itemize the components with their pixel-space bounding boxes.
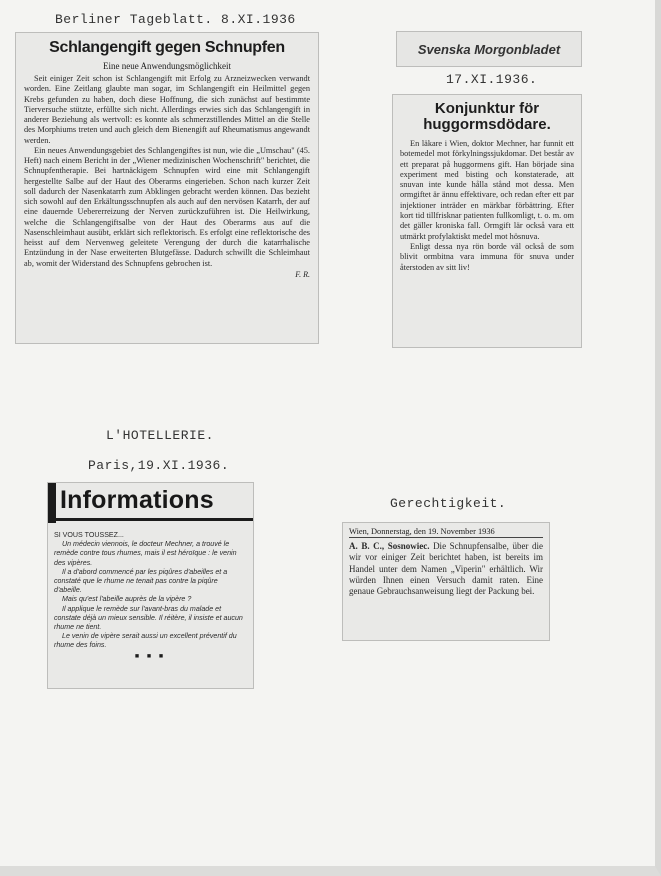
clipping-berliner-tageblatt [16, 33, 318, 343]
clip2-paragraph: En läkare i Wien, doktor Mechner, har funnit ett botemedel mot förkylningssjukdomar. Det består av ett preparat på huggormens gift. Han började sina experiment med bisting och konstaterade, att snuvan inte kunde hålla stånd mot dessa. Men ormgiftet är ännu effektivare, och redan efter ett par injektioner inträder en märkbar förbättring. Efter kort tid tillfrisknar patienten fullkomligt, t. o. m. om det gäller kroniska fall. Ormgift lär också vara ett utmärkt profylaktiskt medel mot hösnuva. [400, 139, 574, 241]
clip1-paragraph: Ein neues Anwendungsgebiet des Schlangengiftes ist nun, wie die „Umschau" (45. Heft) nach einem Bericht in der „Wiener medizinischen Wochenschrift" berichtet, die Schnupfentherapie. Bei hartnäckigem Schnupfen wird eine mit Schlangengift hergestellte Salbe auf der Haut des Oberarms eingerieben. Schon nach kurzer Zeit soll dadurch der Nasenkatarrh zum Abklingen gebracht werden können. Das bezieht sich sowohl auf den Erkältungsschnupfen als auch auf den nervösen Katarrh, der auf eine dauernde Uebererreizung der Nerven zurückzuführen ist. Die Heilwirkung, welche die Schlangengiftsalbe von der Haut des Oberarms aus auf die Nasenschleimhaut ausübt, erklärt sich reflektorisch. Es erfolgt eine reflektorische des heisst auf dem Nervenweg geleitete Verengung der durch die katarrhalische Entzündung in der Nase erweiterten Blutgefässe. Dadurch schwillt die Schleimhaut ab, womit der Widerstand des Schnupfens gebrochen ist. [24, 145, 310, 268]
banner-bar-ornament [48, 483, 56, 523]
clip3-ornament: ■ ■ ■ [134, 651, 167, 660]
clip1-source: Berliner Tageblatt. 8.XI.1936 [55, 12, 296, 27]
clipping-gerechtigkeit [343, 523, 549, 640]
clip1-signature: F. R. [295, 269, 310, 279]
banner-rule [48, 518, 253, 521]
clip1-body [24, 74, 310, 269]
clip3-line: Il a d'abord commencé par les piqûres d'abeilles et a constaté que le rhume ne tenait pas contre la piqûre d'abeille. [54, 567, 228, 595]
clip2-date: 17.XI.1936. [446, 72, 538, 87]
clip3-line: Mais qu'est l'abeille auprès de la vipère ? [62, 595, 192, 604]
clip1-headline: Schlangengift gegen Schnupfen [49, 39, 285, 56]
clip3-banner-title: Informations [60, 486, 214, 514]
clip2-paragraph: Enligt dessa nya rön borde väl också de som blivit ormbitna vara immuna för snuva under återstoden av sitt liv! [400, 241, 574, 272]
clip2-masthead-text: Svenska Morgonbladet [417, 41, 561, 57]
clip3-line: Le venin de vipère serait aussi un excellent préventif du rhume des foins. [54, 632, 237, 650]
clip4-text: Die Schnupfensalbe, über die wir vor einiger Zeit berichtet haben, ist bereits im Handel unter dem Namen „Viperin" erhältlich. Wir würden Ihnen einen Versuch damit raten. Eine genaue Gebrauchsanweisung liegt der Packung bei. [349, 541, 543, 597]
clip2-headline: Konjunktur för huggormsdödare. [423, 100, 551, 133]
clip4-dateline: Wien, Donnerstag, den 19. November 1936 [349, 527, 543, 538]
clip3-line: Un médecin viennois, le docteur Mechner, a trouvé le remède contre tous rhumes, mais il est héroïque : le venin des vipères. [54, 540, 237, 567]
clipping-hotellerie [48, 483, 253, 688]
clip3-line: Il applique le remède sur l'avant-bras du malade et constate déjà un mieux sensible. Il réitère, il insiste et aucun rhume ne tient. [54, 604, 243, 632]
clip1-subheadline: Eine neue Anwendungsmöglichkeit [103, 61, 231, 71]
clip4-lead: A. B. C., Sosnowiec. [349, 541, 430, 551]
clip4-source: Gerechtigkeit. [390, 496, 507, 511]
clip3-banner [48, 483, 253, 523]
clipping-svenska-morgonbladet [393, 95, 581, 347]
clip2-body [400, 139, 574, 273]
clip3-source: L'HOTELLERIE. [106, 428, 214, 443]
clip2-masthead [397, 32, 581, 66]
clip3-body [54, 531, 247, 651]
clip3-line: SI VOUS TOUSSEZ... [54, 531, 124, 539]
clip1-paragraph: Seit einiger Zeit schon ist Schlangengift mit Erfolg zu Arzneizwecken verwandt worden. Eine Zeitlang glaubte man sogar, im Schlangengift ein Heilmittel gegen Krebs gefunden zu haben, doch diese Hoffnung, die sich zunächst auf bestimmte Tierversuche stützte, erfüllte sich nicht. Allerdings erwies sich das Schlangengift in anderer Beziehung als wertvoll: es konnte als schmerzstillendes Mittel an die Stelle des Morphiums treten und auch gleich dem Bienengift auf Rheumatismus angewandt werden. [24, 74, 310, 145]
clip4-body [349, 541, 543, 597]
clip3-date: Paris,19.XI.1936. [88, 458, 230, 473]
